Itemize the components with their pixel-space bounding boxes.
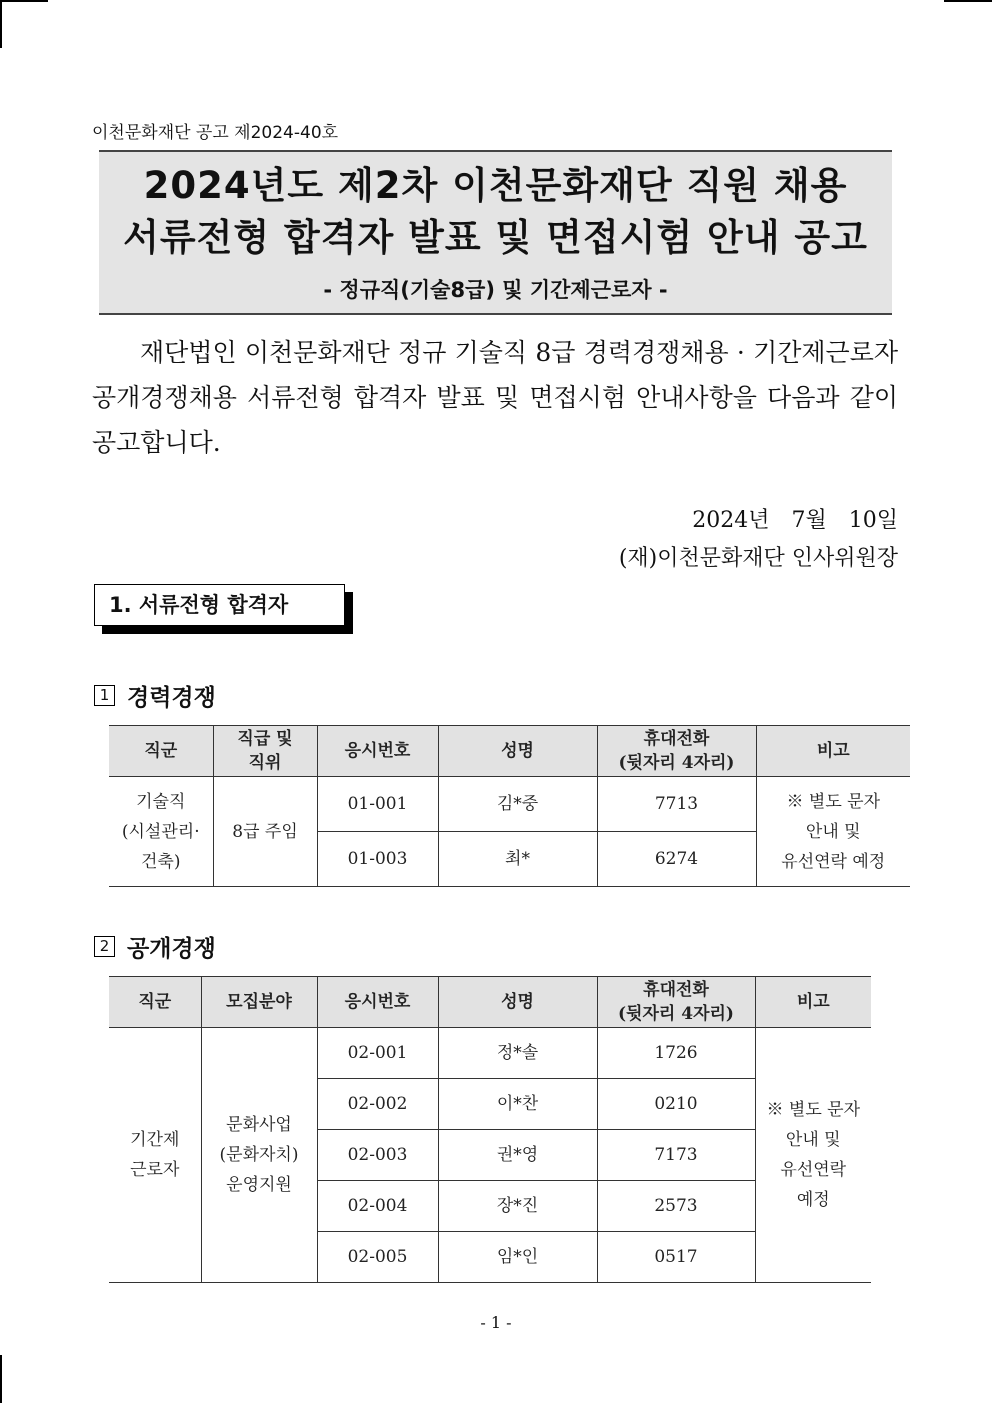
- name-cell: 임*인: [438, 1232, 597, 1283]
- issuer: (재)이천문화재단 인사위원장: [618, 546, 898, 571]
- career-title: 경력경쟁: [127, 685, 216, 711]
- career-heading: [94, 679, 216, 712]
- phone-cell: 0210: [597, 1079, 755, 1130]
- subtitle: - 정규직(기술8급) 및 기간제근로자 -: [323, 278, 668, 302]
- header-grade-line1: 직급 및: [237, 729, 293, 749]
- header-phone-line1: 휴대전화: [643, 980, 709, 1000]
- note-cell: [756, 777, 910, 887]
- title-box: [99, 150, 892, 315]
- header-field: 모집분야: [201, 977, 317, 1028]
- title-line-2: 서류전형 합격자 발표 및 면접시험 안내 공고: [123, 216, 868, 259]
- open-heading: [94, 930, 216, 963]
- field-cell: [201, 1028, 317, 1283]
- header-phone: [597, 977, 755, 1028]
- exam-number-cell: 02-002: [317, 1079, 438, 1130]
- header-grade-line2: 직위: [248, 753, 282, 773]
- note-line2: 안내 및: [805, 821, 861, 842]
- header-phone-line1: 휴대전화: [643, 729, 710, 749]
- phone-cell: 7173: [597, 1130, 755, 1181]
- number-box-icon: 2: [94, 936, 115, 957]
- section-heading: 1. 서류전형 합격자: [94, 584, 345, 626]
- exam-number-cell: 01-003: [317, 832, 438, 887]
- table-row: [109, 777, 910, 832]
- career-table: [109, 725, 910, 887]
- name-cell: 최*: [438, 832, 597, 887]
- name-cell: 권*영: [438, 1130, 597, 1181]
- field-line2: (문화자치): [219, 1145, 299, 1165]
- career-header-row: [109, 726, 910, 777]
- name-cell: 김*중: [438, 777, 597, 832]
- crop-mark-top-right-h: [944, 0, 992, 2]
- header-note: 비고: [756, 726, 910, 777]
- intro-text: 재단법인 이천문화재단 정규 기술직 8급 경력경쟁채용 · 기간제근로자 공개경쟁채용 서류전형 합격자 발표 및 면접시험 안내사항을 다음과 같이 공고합니다.: [92, 338, 898, 457]
- note-line4: 예정: [796, 1190, 830, 1210]
- phone-cell: 1726: [597, 1028, 755, 1079]
- group-line2: 근로자: [130, 1160, 180, 1180]
- note-line1: ※ 별도 문자: [786, 791, 880, 812]
- group-line2: (시설관리·: [121, 821, 200, 842]
- group-line3: 건축): [141, 851, 181, 872]
- crop-mark-top-left-v: [0, 0, 2, 48]
- header-note: 비고: [755, 977, 871, 1028]
- header-name: 성명: [438, 977, 597, 1028]
- crop-mark-bottom-left-v: [0, 1355, 2, 1403]
- announcement-number: 이천문화재단 공고 제2024-40호: [92, 123, 339, 143]
- number-box-icon: 1: [94, 685, 115, 706]
- group-line1: 기간제: [130, 1130, 180, 1150]
- intro-paragraph: [92, 330, 898, 465]
- table-row: [109, 1028, 871, 1079]
- group-cell: [109, 1028, 201, 1283]
- phone-cell: 2573: [597, 1181, 755, 1232]
- header-group: 직군: [109, 726, 213, 777]
- group-line1: 기술직: [136, 791, 186, 812]
- name-cell: 장*진: [438, 1181, 597, 1232]
- note-line3: 유선연락: [780, 1160, 847, 1180]
- header-group: 직군: [109, 977, 201, 1028]
- open-table: [109, 976, 871, 1283]
- open-title: 공개경쟁: [127, 936, 216, 962]
- exam-number-cell: 02-003: [317, 1130, 438, 1181]
- announcement-date: 2024년 7월 10일: [692, 508, 898, 533]
- header-exam-number: 응시번호: [317, 977, 438, 1028]
- exam-number-cell: 01-001: [317, 777, 438, 832]
- name-cell: 이*찬: [438, 1079, 597, 1130]
- exam-number-cell: 02-005: [317, 1232, 438, 1283]
- name-cell: 정*솔: [438, 1028, 597, 1079]
- header-phone: [597, 726, 756, 777]
- note-cell: [755, 1028, 871, 1283]
- field-line3: 운영지원: [226, 1175, 292, 1195]
- header-grade: [213, 726, 317, 777]
- page-number: - 1 -: [480, 1313, 512, 1332]
- field-line1: 문화사업: [226, 1115, 292, 1135]
- open-header-row: [109, 977, 871, 1028]
- note-line2: 안내 및: [785, 1130, 841, 1150]
- phone-cell: 0517: [597, 1232, 755, 1283]
- note-line3: 유선연락 예정: [781, 851, 886, 872]
- grade-cell: 8급 주임: [213, 777, 317, 887]
- crop-mark-top-left-h: [0, 0, 48, 2]
- header-phone-line2: (뒷자리 4자리): [618, 1004, 734, 1024]
- exam-number-cell: 02-001: [317, 1028, 438, 1079]
- header-phone-line2: (뒷자리 4자리): [618, 753, 735, 773]
- header-name: 성명: [438, 726, 597, 777]
- phone-cell: 6274: [597, 832, 756, 887]
- title-line-1: 2024년도 제2차 이천문화재단 직원 채용: [143, 164, 848, 207]
- exam-number-cell: 02-004: [317, 1181, 438, 1232]
- note-line1: ※ 별도 문자: [766, 1100, 860, 1120]
- phone-cell: 7713: [597, 777, 756, 832]
- group-cell: [109, 777, 213, 887]
- header-exam-number: 응시번호: [317, 726, 438, 777]
